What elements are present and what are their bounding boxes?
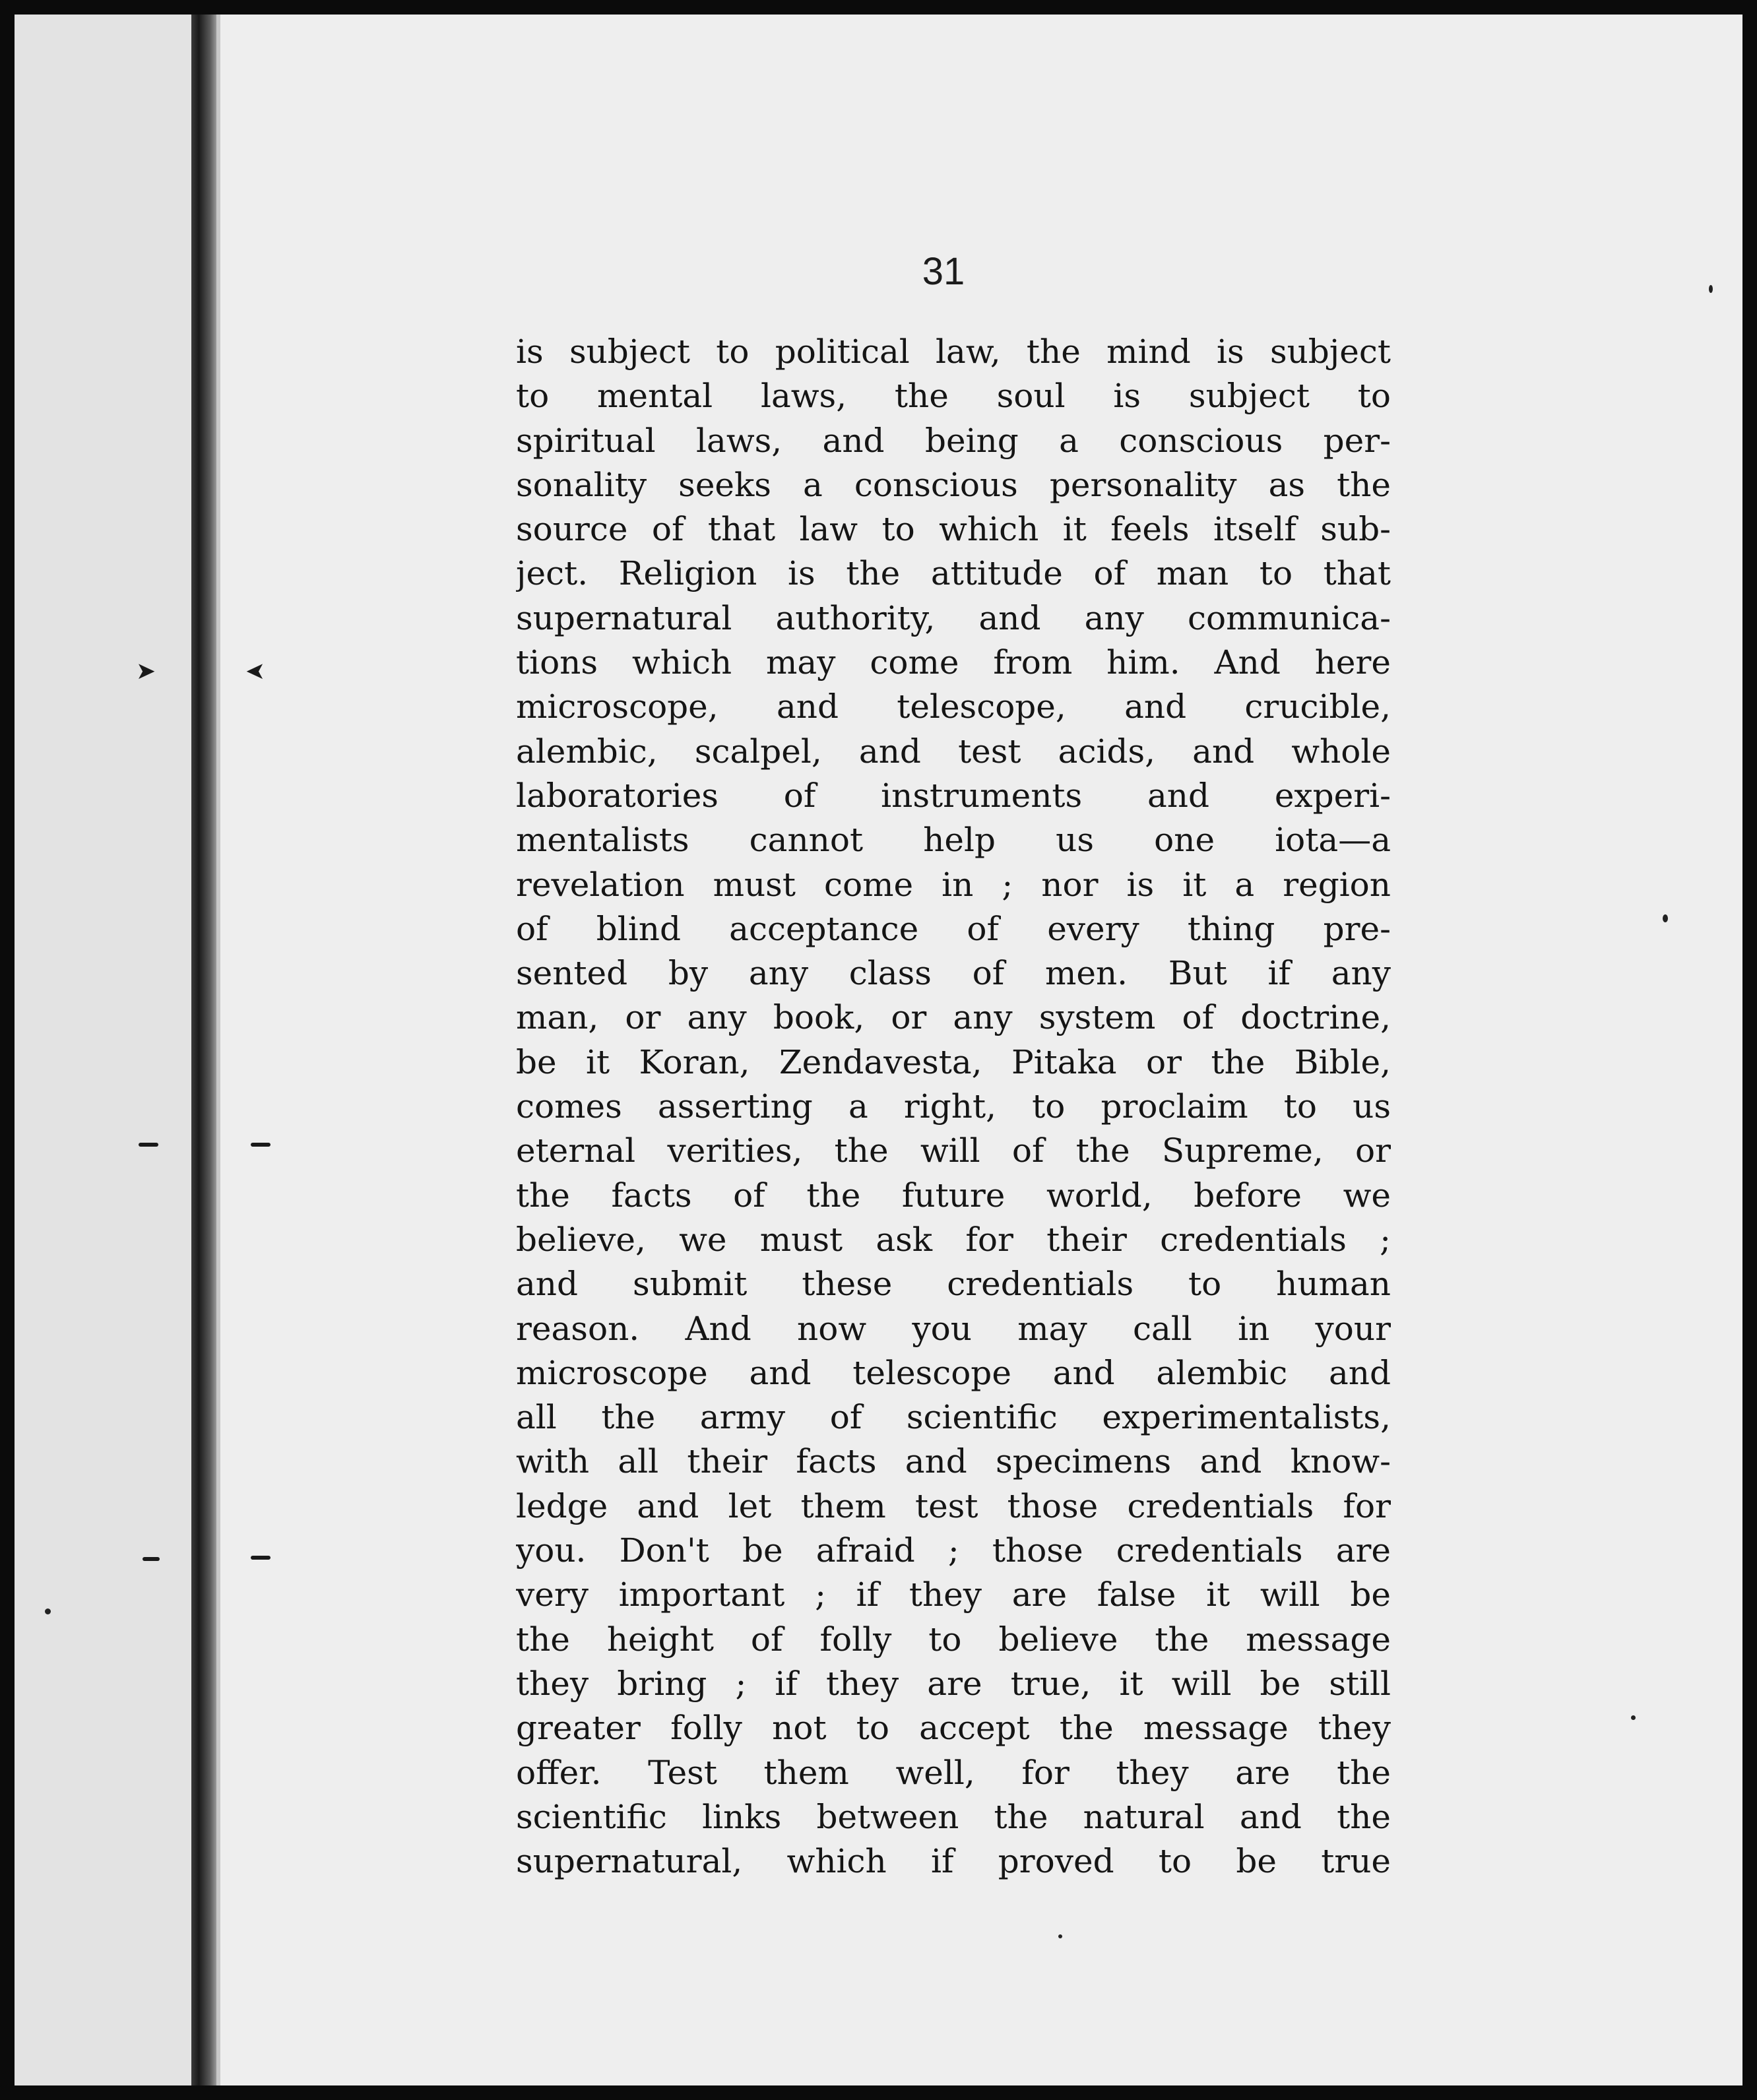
text-line: the facts of the future world, before we [516,1176,1391,1215]
text-line: mentalists cannot help us one iota—a [516,821,1391,860]
body-text [516,330,1391,1884]
scan-mark-dash-4 [251,1556,271,1560]
scan-speck-2 [437,5,441,9]
text-line: laboratories of instruments and experi- [516,776,1391,815]
scan-mark-dash-1 [139,1143,158,1147]
scan-mark-dash-2 [251,1143,271,1147]
text-line: the height of folly to believe the message [516,1620,1391,1659]
text-line: believe, we must ask for their credentials ; [516,1220,1391,1259]
page-number: 31 [922,250,965,293]
text-line: eternal verities, the will of the Supreme, or [516,1131,1391,1170]
book-gutter [191,15,216,2085]
scan-speck-4 [1663,914,1668,922]
text-line: very important ; if they are false it will be [516,1575,1391,1614]
text-line: alembic, scalpel, and test acids, and whole [516,732,1391,771]
text-line: microscope and telescope and alembic and [516,1353,1391,1392]
text-line: to mental laws, the soul is subject to [516,377,1391,416]
text-line: man, or any book, or any system of doctrine, [516,998,1391,1037]
scan-mark-arrow-2: ➤ [245,658,266,685]
text-line: source of that law to which it feels itself sub- [516,510,1391,549]
text-line: reason. And now you may call in your [516,1309,1391,1348]
text-line: scientific links between the natural and the [516,1797,1391,1836]
text-line: tions which may come from him. And here [516,643,1391,682]
text-line: they bring ; if they are true, it will be still [516,1664,1391,1703]
scan-speck-3 [1709,285,1713,293]
text-line: be it Koran, Zendavesta, Pitaka or the Bible, [516,1042,1391,1081]
facing-page-edge [15,15,191,2085]
text-line: with all their facts and specimens and know- [516,1442,1391,1481]
text-line: ledge and let them test those credentials for [516,1486,1391,1525]
text-line: supernatural authority, and any communica- [516,598,1391,637]
text-line: is subject to political law, the mind is subject [516,333,1391,371]
scan-mark-dash-3 [143,1557,160,1561]
scan-speck-1 [45,1608,51,1614]
text-line: all the army of scientific experimentalists, [516,1398,1391,1437]
text-line: spiritual laws, and being a conscious per- [516,421,1391,460]
text-line: revelation must come in ; nor is it a region [516,865,1391,904]
scan-mark-arrow-1: ➤ [136,658,156,685]
text-line: and submit these credentials to human [516,1265,1391,1304]
text-line: sented by any class of men. But if any [516,954,1391,993]
text-line: you. Don't be afraid ; those credentials are [516,1531,1391,1570]
text-line: microscope, and telescope, and crucible, [516,687,1391,726]
text-line: sonality seeks a conscious personality as the [516,465,1391,504]
text-line: offer. Test them well, for they are the [516,1753,1391,1792]
text-line: comes asserting a right, to proclaim to us [516,1087,1391,1126]
text-line: greater folly not to accept the message they [516,1709,1391,1748]
scan-speck-5 [1631,1715,1636,1720]
text-line: ject. Religion is the attitude of man to that [516,554,1391,593]
text-line: supernatural, which if proved to be true [516,1842,1391,1881]
scan-speck-6 [1058,1934,1062,1938]
text-line: of blind acceptance of every thing pre- [516,909,1391,948]
